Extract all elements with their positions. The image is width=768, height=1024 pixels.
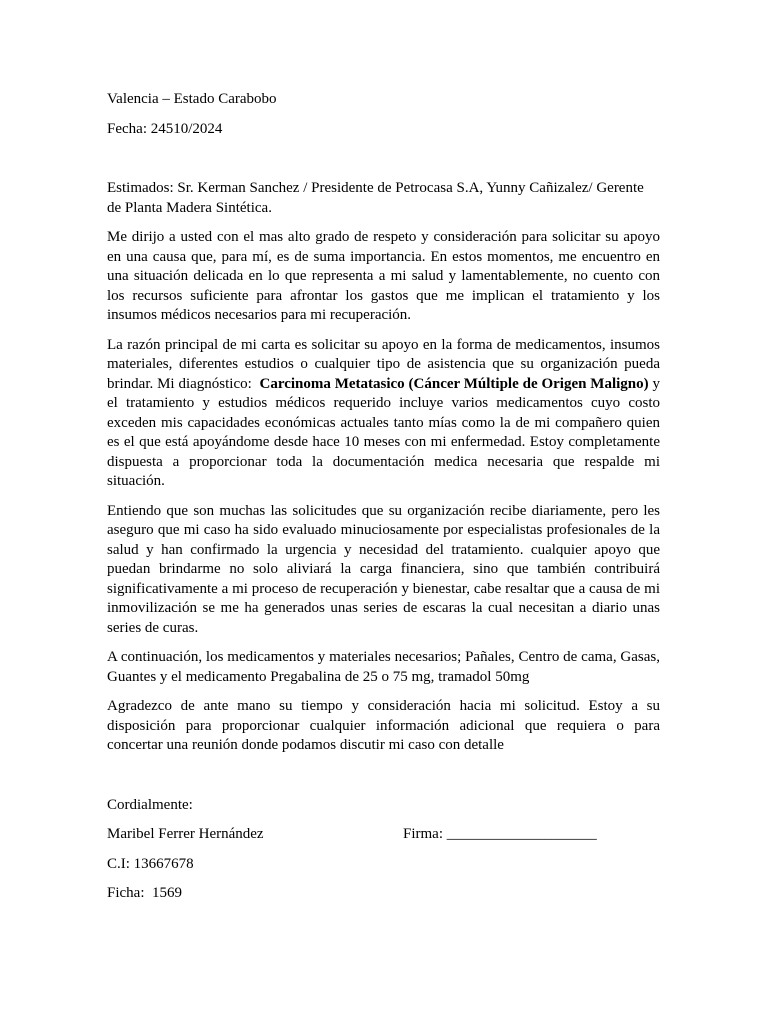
paragraph-3: Entiendo que son muchas las solicitudes que su organización recibe diariamente, pero les aseguro que mi caso ha sido evaluado minuciosamente por especialistas profesionales de la salud y han confirmado la urgencia y necesidad del tratamiento. cualquier apoyo que puedan brindarme no solo aliviará la carga financiera, sino que también contribuirá significativamente a mi proceso de recuperación y bienestar, cabe resaltar que a causa de mi inmovilización se me ha generados unas series de escaras la cual necesitan a diario unas series de curas. xyxy=(107,502,660,636)
paragraph-4: A continuación, los medicamentos y materiales necesarios; Pañales, Centro de cama, Gasas, Guantes y el medicamento Pregabalina de 25 o 75 mg, tramadol 50mg xyxy=(107,649,660,685)
signer-ficha: Ficha: 1569 xyxy=(107,885,182,901)
letter-greeting: Estimados: Sr. Kerman Sanchez / Presidente de Petrocasa S.A, Yunny Cañizalez/ Gerente de Planta Madera Sintética. xyxy=(107,180,644,216)
signature-row xyxy=(107,825,660,845)
paragraph-2 xyxy=(107,336,664,492)
paragraph-2-rest: y el tratamiento y estudios médicos requerido incluye varios medicamentos cuyo costo exceden mis capacidades económicas actuales tanto mías como la de mi compañero quien es el que está apoyándome desde hace 10 meses con mi enfermedad. Estoy completamente dispuesta a proporcionar toda la documentación medica necesaria que respalde mi situación. xyxy=(107,375,660,489)
letter-closing: Cordialmente: xyxy=(107,796,193,813)
letter-page xyxy=(107,90,664,904)
paragraph-5: Agradezco de ante mano su tiempo y consideración hacia mi solicitud. Estoy a su disposición para proporcionar cualquier información adicional que requiera o para concertar una reunión donde podamos discutir mi caso con detalle xyxy=(107,698,660,753)
letter-place: Valencia – Estado Carabobo xyxy=(107,91,277,107)
signer-name: Maribel Ferrer Hernández xyxy=(107,826,264,842)
paragraph-1: Me dirijo a usted con el mas alto grado de respeto y consideración para solicitar su apoyo en una causa que, para mí, es de suma importancia. En estos momentos, me encuentro en una situación delicada en lo que representa a mi salud y lamentablemente, no cuento con los recursos suficiente para afrontar los gastos que me implican el tratamiento y los insumos médicos necesarios para mi recuperación. xyxy=(107,229,660,323)
signer-ci: C.I: 13667678 xyxy=(107,855,194,872)
paragraph-2-intro: La razón principal de mi carta es solicitar su apoyo en la forma de medicamentos, insumos materiales, diferentes estudios o cualquier tipo de asistencia que su organización pueda brindar. Mi diagnóstico: xyxy=(107,336,664,392)
diagnosis-text: Carcinoma Metatasico (Cáncer Múltiple de Origen Maligno) xyxy=(259,375,649,392)
letter-date: Fecha: 24510/2024 xyxy=(107,120,223,137)
signature-line: Firma: ____________________ xyxy=(403,826,597,842)
